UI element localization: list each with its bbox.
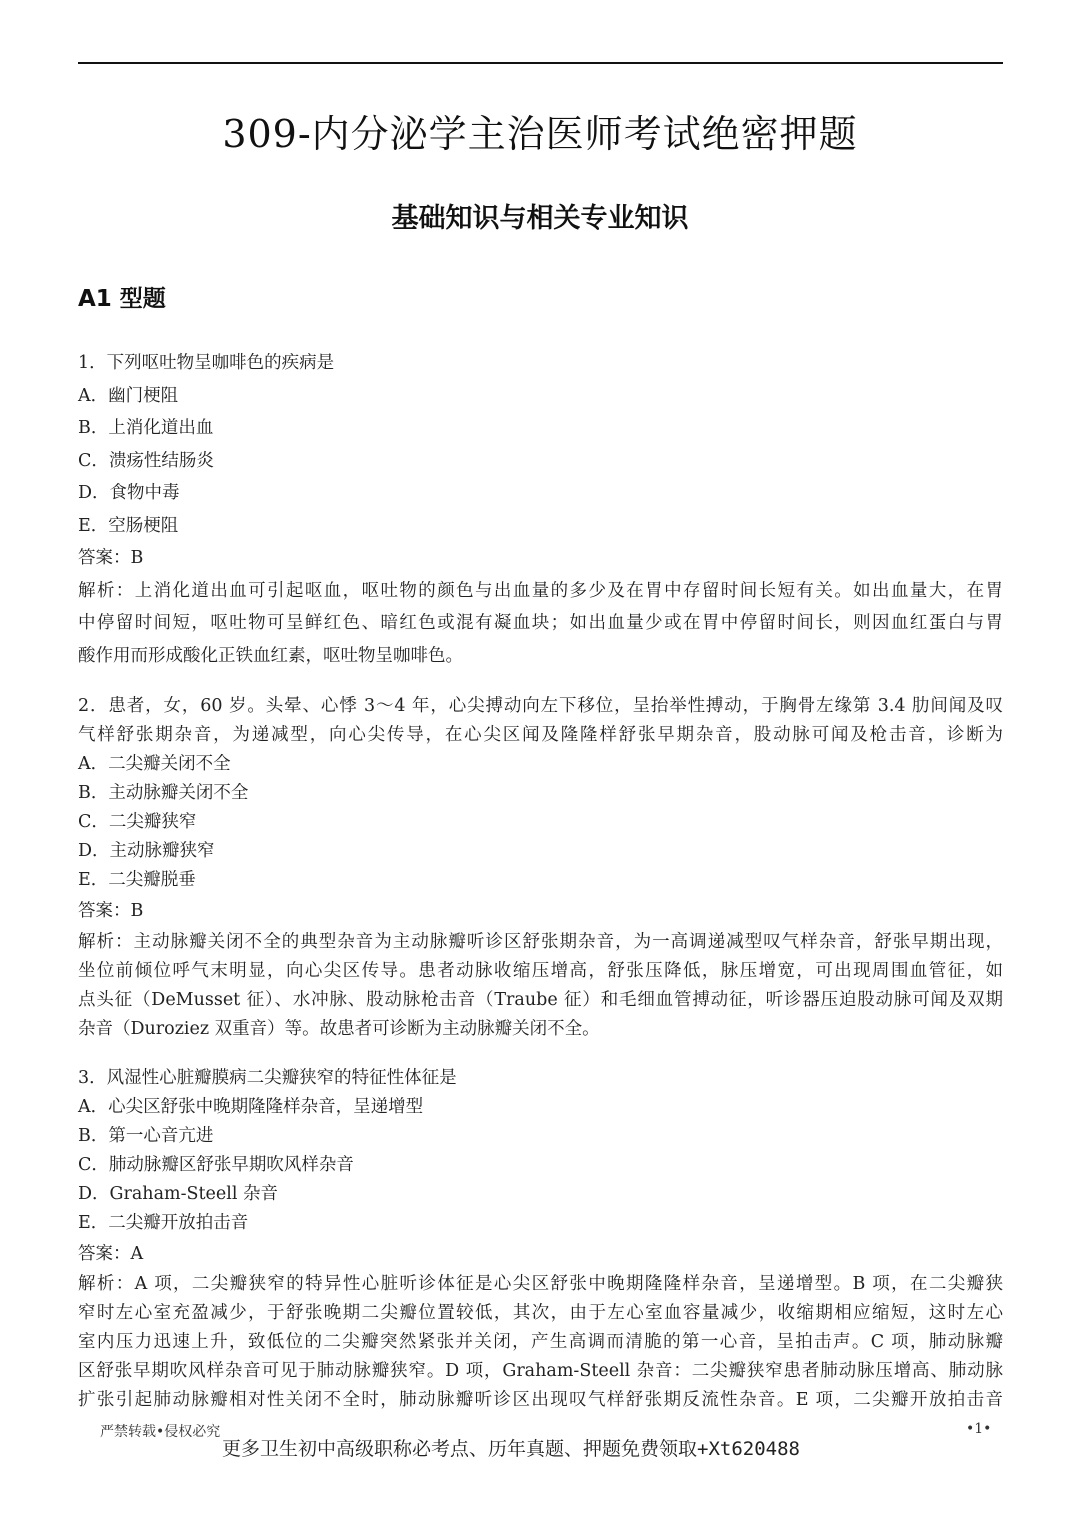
analysis-line: 解析：上消化道出血可引起呕血，呕吐物的颜色与出血量的多少及在胃中存留时间长短有关。如出血量大，在胃 — [78, 580, 1003, 601]
question-stem: 3．风湿性心脏瓣膜病二尖瓣狭窄的特征性体征是 — [78, 1067, 457, 1088]
page-number: •1• — [966, 1421, 992, 1437]
question-stem: 2．患者，女，60 岁。头晕、心悸 3～4 年，心尖搏动向左下移位，呈抬举性搏动，于胸骨左缘第 3.4 肋间闻及叹 — [78, 696, 1003, 716]
option: A．心尖区舒张中晚期隆隆样杂音，呈递增型 — [78, 1096, 424, 1117]
page-title: 309-内分泌学主治医师考试绝密押题 — [222, 112, 858, 156]
option: B．第一心音亢进 — [78, 1125, 214, 1146]
option: C．肺动脉瓣区舒张早期吹风样杂音 — [78, 1154, 354, 1175]
question-stem: 1．下列呕吐物呈咖啡色的疾病是 — [78, 353, 335, 373]
analysis-line: 区舒张早期吹风样杂音可见于肺动脉瓣狭窄。D 项，Graham-Steell 杂音：二尖瓣狭窄患者肺动脉压增高、肺动脉 — [78, 1361, 1003, 1381]
option: D．Graham-Steell 杂音 — [78, 1183, 279, 1204]
option: B．上消化道出血 — [78, 418, 214, 438]
answer: 答案：B — [78, 901, 144, 921]
analysis-line: 窄时左心室充盈减少，于舒张晚期二尖瓣位置较低，其次，由于左心室血容量减少，收缩期相应缩短，这时左心 — [78, 1303, 1003, 1323]
answer: 答案：A — [78, 1243, 144, 1264]
question-2 — [78, 692, 1003, 1044]
question-3 — [78, 1064, 1003, 1416]
analysis-line: 点头征（DeMusset 征）、水冲脉、股动脉枪击音（Traube 征）和毛细血管搏动征，听诊器压迫股动脉可闻及双期 — [78, 989, 1003, 1010]
top-rule — [78, 62, 1003, 64]
option: E．二尖瓣开放拍击音 — [78, 1212, 249, 1233]
analysis-line: 扩张引起肺动脉瓣相对性关闭不全时，肺动脉瓣听诊区出现叹气样舒张期反流性杂音。E 项，二尖瓣开放拍击音 — [78, 1390, 1003, 1410]
option: D．食物中毒 — [78, 483, 180, 503]
analysis-line: 室内压力迅速上升，致低位的二尖瓣突然紧张并关闭，产生高调而清脆的第一心音，呈拍击声。C 项，肺动脉瓣 — [78, 1332, 1003, 1352]
option: C．溃疡性结肠炎 — [78, 450, 214, 471]
option: A．二尖瓣关闭不全 — [78, 754, 231, 774]
option: E．二尖瓣脱垂 — [78, 870, 196, 890]
question-1 — [78, 347, 1003, 672]
question-stem: 气样舒张期杂音，为递减型，向心尖传导，在心尖区闻及隆隆样舒张早期杂音，股动脉可闻及枪击音，诊断为 — [78, 725, 1003, 745]
section-heading: A1 型题 — [78, 286, 166, 312]
analysis-line: 中停留时间短，呕吐物可呈鲜红色、暗红色或混有凝血块；如出血量少或在胃中停留时间长，则因血红蛋白与胃 — [78, 613, 1003, 633]
analysis-line: 酸作用而形成酸化正铁血红素，呕吐物呈咖啡色。 — [78, 645, 463, 666]
question-list — [78, 347, 1003, 1415]
page-subtitle: 基础知识与相关专业知识 — [391, 203, 689, 234]
footer-promo: 更多卫生初中高级职称必考点、历年真题、押题免费领取+Xt620488 — [222, 1438, 800, 1460]
option: C．二尖瓣狭窄 — [78, 812, 197, 832]
footer-copyright: 严禁转载•侵权必究 — [100, 1424, 221, 1440]
option: A．幽门梗阻 — [78, 385, 179, 406]
option: D．主动脉瓣狭窄 — [78, 841, 215, 861]
analysis-line: 解析：A 项，二尖瓣狭窄的特异性心脏听诊体征是心尖区舒张中晚期隆隆样杂音，呈递增型。B 项，在二尖瓣狭 — [78, 1274, 1003, 1294]
option: B．主动脉瓣关闭不全 — [78, 783, 249, 803]
answer: 答案：B — [78, 548, 144, 568]
analysis-line: 解析：主动脉瓣关闭不全的典型杂音为主动脉瓣听诊区舒张期杂音，为一高调递减型叹气样杂音，舒张早期出现， — [78, 931, 1003, 952]
analysis-line: 坐位前倾位呼气末明显，向心尖区传导。患者动脉收缩压增高，舒张压降低，脉压增宽，可出现周围血管征，如 — [78, 960, 1003, 981]
option: E．空肠梗阻 — [78, 515, 179, 536]
analysis-line: 杂音（Duroziez 双重音）等。故患者可诊断为主动脉瓣关闭不全。 — [78, 1018, 600, 1039]
